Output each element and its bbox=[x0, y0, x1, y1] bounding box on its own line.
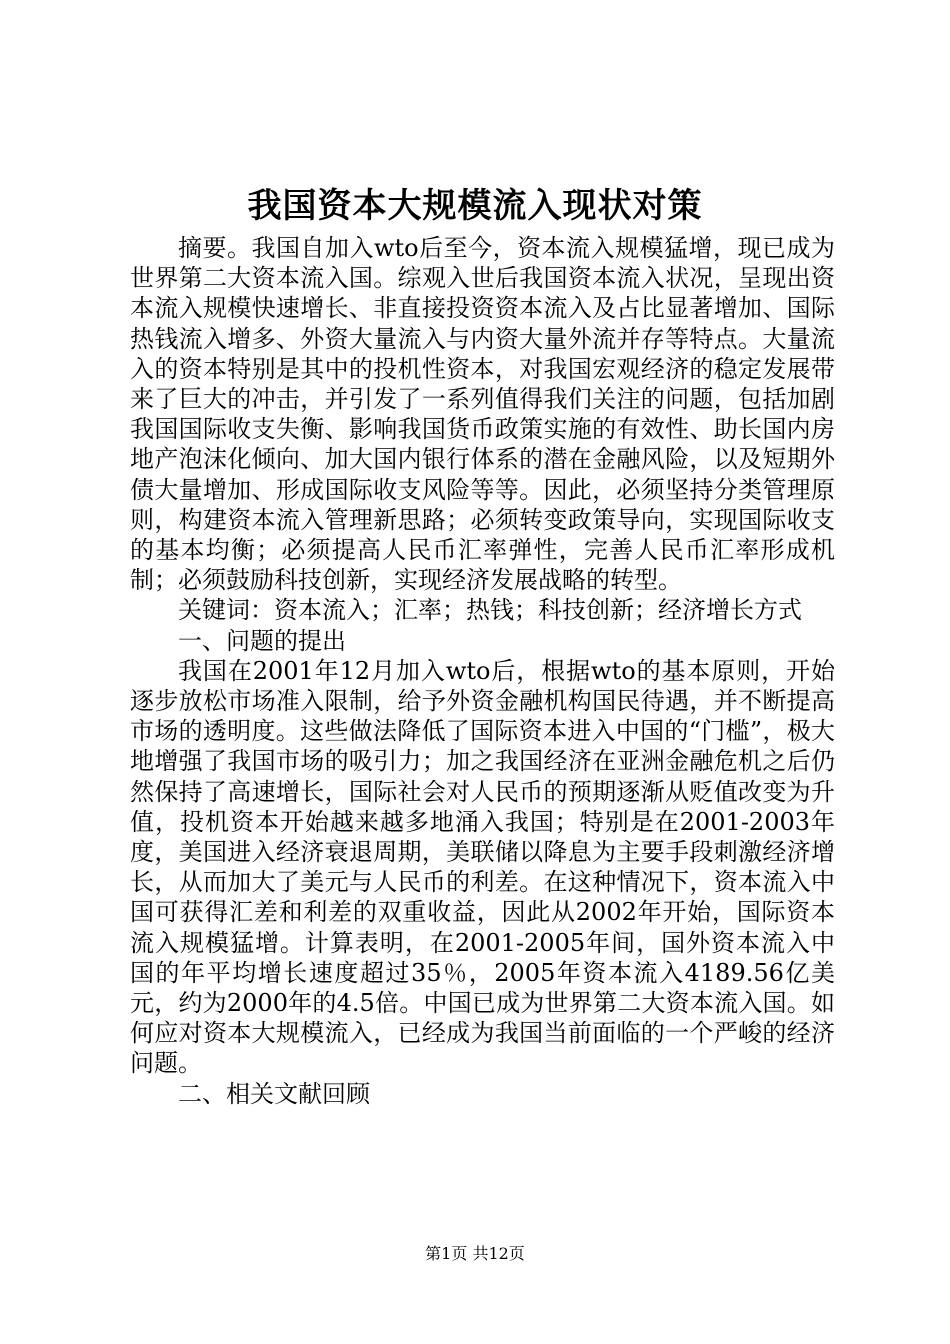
keywords-paragraph: 关键词：资本流入；汇率；热钱；科技创新；经济增长方式 bbox=[178, 596, 802, 625]
section-heading-1: 一、问题的提出 bbox=[178, 626, 346, 655]
document-body bbox=[130, 233, 835, 1109]
abstract-paragraph: 摘要。我国自加入wto后至今，资本流入规模猛增，现已成为世界第二大资本流入国。综观入世后我国资本流入状况，呈现出资本流入规模快速增长、非直接投资资本流入及占比显著增加、国际热钱流入增多、外资大量流入与内资大量外流并存等特点。大量流入的资本特别是其中的投机性资本，对我国宏观经济的稳定发展带来了巨大的冲击，并引发了一系列值得我们关注的问题，包括加剧我国国际收支失衡、影响我国货币政策实施的有效性、助长国内房地产泡沫化倾向、加大国内银行体系的潜在金融风险，以及短期外债大量增加、形成国际收支风险等等。因此，必须坚持分类管理原则，构建资本流入管理新思路；必须转变政策导向，实现国际收支的基本均衡；必须提高人民币汇率弹性，完善人民币汇率形成机制；必须鼓励科技创新，实现经济发展战略的转型。 bbox=[130, 234, 835, 595]
body-paragraph: 我国在2001年12月加入wto后，根据wto的基本原则，开始逐步放松市场准入限制，给予外资金融机构国民待遇，并不断提高市场的透明度。这些做法降低了国际资本进入中国的“门槛”，极大地增强了我国市场的吸引力；加之我国经济在亚洲金融危机之后仍然保持了高速增长，国际社会对人民币的预期逐渐从贬值改变为升值，投机资本开始越来越多地涌入我国；特别是在2001-2003年度，美国进入经济衰退周期，美联储以降息为主要手段刺激经济增长，从而加大了美元与人民币的利差。在这种情况下，资本流入中国可获得汇差和利差的双重收益，因此从2002年开始，国际资本流入规模猛增。计算表明，在2001-2005年间，国外资本流入中国的年平均增长速度超过35％，2005年资本流入4189.56亿美元，约为2000年的4.5倍。中国已成为世界第二大资本流入国。如何应对资本大规模流入，已经成为我国当前面临的一个严峻的经济问题。 bbox=[130, 656, 835, 1078]
page-number-footer: 第1页 共12页 bbox=[425, 1244, 525, 1263]
section-heading-2: 二、相关文献回顾 bbox=[178, 1079, 370, 1108]
document-title: 我国资本大规模流入现状对策 bbox=[247, 186, 703, 226]
